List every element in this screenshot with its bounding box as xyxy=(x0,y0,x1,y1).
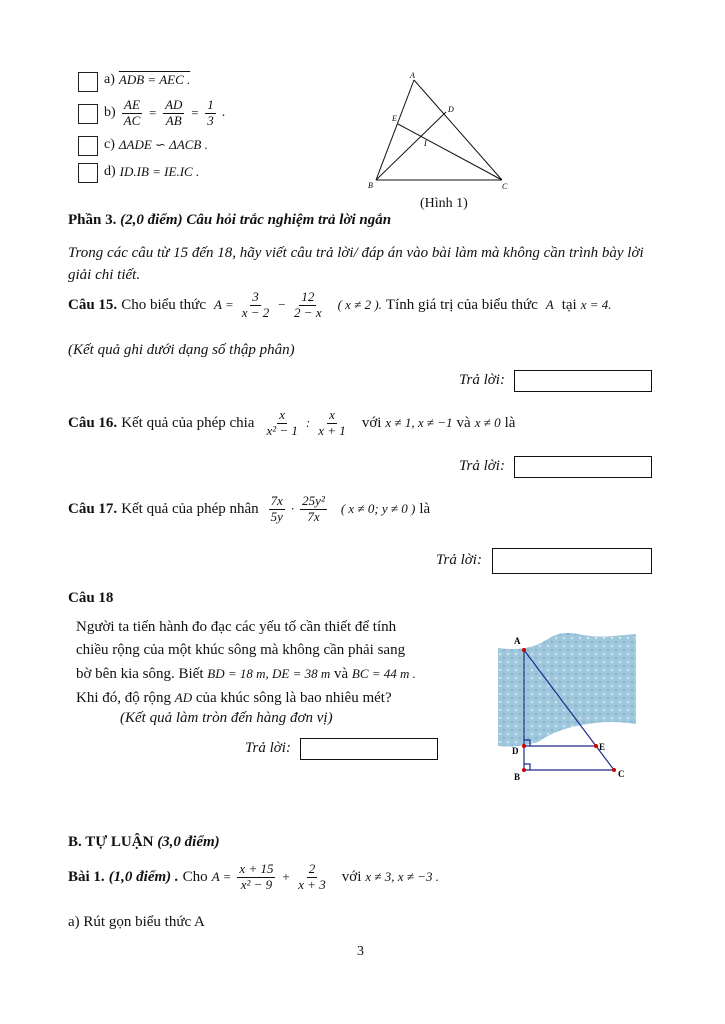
answer-input-q17[interactable] xyxy=(492,548,652,574)
answer-label: Trả lời: xyxy=(459,372,505,388)
bai-1: Bài 1. (1,0 điểm) . Cho A = $\frac{x + 15}{\text{x² − 9}}$ + $\frac{2}{x + 3}$ với x ≠ 3, x ≠ −3 . xyxy=(68,861,439,892)
option-c: c) ΔADE ∽ ΔACB . xyxy=(104,137,208,152)
answer-label: Trả lời: xyxy=(245,740,291,756)
svg-text:B: B xyxy=(514,772,521,782)
question-16: Câu 16. Kết quả của phép chia $\frac{x}{\text{x² − 1}}$ : $\frac{x}{x + 1}$ với x ≠ 1, x ≠ −1 và x ≠ 0 là xyxy=(68,407,516,438)
figure-caption: (Hình 1) xyxy=(420,196,468,211)
triangle-figure xyxy=(362,68,512,194)
question-18-title: Câu 18 xyxy=(68,590,114,606)
fraction: $\frac{AD}{AB}$ xyxy=(165,97,183,128)
answer-input-q15[interactable] xyxy=(514,370,652,392)
river-figure xyxy=(498,628,638,788)
option-a: a) ADB = AEC . xyxy=(104,72,191,87)
section-heading: Phần 3. (2,0 điểm) Câu hỏi trắc nghiệm trả lời ngắn xyxy=(68,212,392,228)
svg-text:A: A xyxy=(514,636,521,646)
svg-text:D: D xyxy=(512,746,519,756)
page-number: 3 xyxy=(357,944,364,959)
checkbox-b[interactable] xyxy=(78,104,98,124)
checkbox-d[interactable] xyxy=(78,163,98,183)
question-17: Câu 17. Kết quả của phép nhân $\frac{7x}{5y}$ · $\frac{\text{25y²}}{7x}$ ( x ≠ 0; y ≠ 0 ) là xyxy=(68,493,431,524)
point-label: B xyxy=(368,181,373,190)
svg-text:E: E xyxy=(599,742,606,752)
answer-label: Trả lời: xyxy=(436,552,482,568)
answer-input-q18[interactable] xyxy=(300,738,438,760)
answer-label: Trả lời: xyxy=(459,458,505,474)
bai-1-part-a: a) Rút gọn biểu thức A xyxy=(68,914,205,930)
fraction: $\frac{AE}{AC}$ xyxy=(123,97,141,128)
q18-note: (Kết quả làm tròn đến hàng đơn vị) xyxy=(120,710,333,726)
question-15: Câu 15. Cho biểu thức A = $\frac{3}{x - 2}$ − $\frac{12}{2 - x}$ ( x ≠ 2 ). Tính giá trị của biểu thức A tại x = 4. xyxy=(68,289,612,320)
point-label: D xyxy=(448,105,454,114)
fraction: $\frac{1}{3}$ xyxy=(207,97,214,128)
answer-input-q16[interactable] xyxy=(514,456,652,478)
point-label: I xyxy=(424,139,427,148)
option-a-expr: ADB = AEC . xyxy=(118,72,191,87)
checkbox-c[interactable] xyxy=(78,136,98,156)
instructions: Trong các câu từ 15 đến 18, hãy viết câu trả lời/ đáp án vào bài làm mà không cần trình bày lời giải chi tiết. xyxy=(68,245,644,283)
point-label: E xyxy=(392,114,397,123)
checkbox-a[interactable] xyxy=(78,72,98,92)
option-b: b) $\frac{AE}{AC}$ = $\frac{AD}{AB}$ = $\frac{1}{3}$ . xyxy=(104,97,226,128)
q15-note: (Kết quả ghi dưới dạng số thập phân) xyxy=(68,342,295,358)
option-d: d) ID.IB = IE.IC . xyxy=(104,164,200,179)
part-b-heading: B. TỰ LUẬN (3,0 điểm) xyxy=(68,834,220,850)
point-label: C xyxy=(502,182,508,191)
svg-text:C: C xyxy=(618,769,625,779)
question-18-text: Người ta tiến hành đo đạc các yếu tố cần thiết để tính chiều rộng của một khúc sông mà không cần phải sang bờ bên kia sông. Biết BD = 18 m, DE = 38 m và BC = 44 m . Khi đó, độ rộng AD của khúc sông là bao nhiêu mét? xyxy=(76,619,416,706)
point-label: A xyxy=(410,71,415,80)
